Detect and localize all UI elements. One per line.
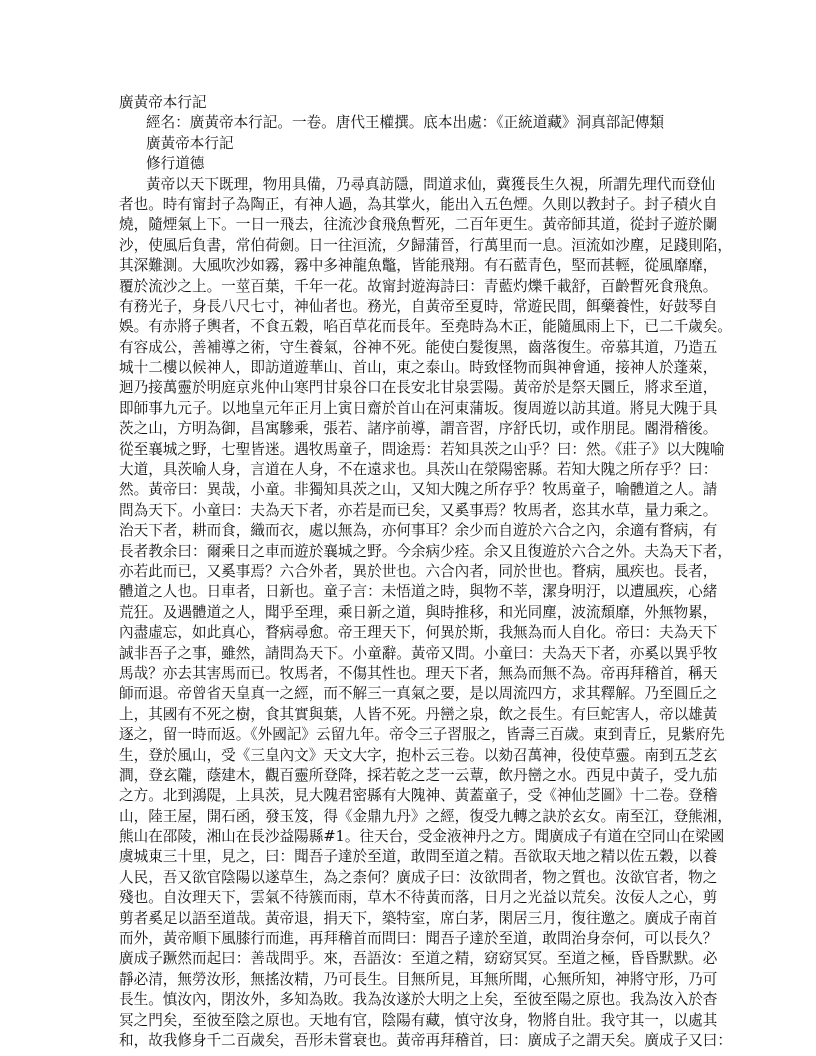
body-line: 廣成子蹶然而起曰：善哉問乎。來，吾語汝：至道之精，窈窈冥冥。至道之極，昏昏默默。必 — [119, 950, 718, 968]
body-line: 茨之山，方明為御，昌寓驂乘，張若、諸序前導，謂音習，序舒氏切，或作朋昆。閽滑稽後。 — [119, 420, 718, 438]
body-line: 娛。有赤將子輿者，不食五穀，啗百草花而長年。至堯時為木正，能隨風雨上下，已二千歲矣。 — [119, 318, 732, 336]
document-subtitle: 廣黃帝本行記 — [146, 134, 234, 152]
document-title: 廣黃帝本行記 — [119, 94, 207, 111]
body-line: 其深難測。大風吹沙如霧，霧中多神龍魚鼈，皆能飛翔。有石藍青色，堅而甚輕，從風靡靡， — [119, 257, 718, 275]
body-line: 大道，具茨喻人身，言道在人身，不在遠求也。具茨山在滎陽密縣。若知大隗之所存乎？曰： — [119, 461, 718, 479]
document-page — [119, 93, 732, 1051]
body-line: 體道之人也。日車者，日新也。童子言：未悟道之時，與物不莘，潔身明汙，以遭風疾，心緒 — [119, 583, 718, 601]
body-line: 黃帝以天下既理，物用具備，乃尋真訪隱，問道求仙，冀獲長生久視，所謂先理代而登仙 — [146, 175, 716, 193]
body-line: 有容成公，善補導之術，守生養氣，谷神不死。能使白髮復黑，齒落復生。帝慕其道，乃造五 — [119, 338, 718, 356]
body-line: 然。黃帝曰：異哉，小童。非獨知具茨之山，又知大隗之所存乎？牧馬童子，喻體道之人。請 — [119, 481, 718, 499]
body-line: 靜必清，無勞汝形，無搖汝精，乃可長生。目無所見，耳無所聞，心無所知，神將守形，乃可 — [119, 970, 718, 988]
body-line: 亦若此而已，又奚事焉？六合外者，異於世也。六合內者，同於世也。瞀病，風疾也。長者， — [119, 562, 718, 580]
body-line: 誠非吾子之事，雖然，請問為天下。小童辭。黃帝又問。小童曰：夫為天下者，亦奚以異乎牧 — [119, 644, 718, 662]
body-line: 覆於流沙之上。一莖百葉，千年一花。故甯封遊海詩曰：青藍灼爍千載舒，百齡暫死食飛魚。 — [119, 277, 718, 295]
body-line: 澗，登玄隴，蔭建木，觀百靈所登降，採若乾之芝一云蕈，飲丹巒之水。西見中黃子，受九茄 — [119, 766, 718, 784]
section-heading: 修行道德 — [146, 155, 205, 173]
body-line: 殘也。自汝理天下，雲氣不待簇而雨，草木不待黃而落，日月之光益以荒矣。汝佞人之心，剪 — [119, 889, 718, 907]
body-line: 虞城東三十里，見之，曰：聞吾子達於至道，敢問至道之精。吾欲取天地之精以佐五穀，以養 — [119, 848, 718, 866]
body-line: 之方。北到鴻隄，上具茨，見大隗君密縣有大隗神、黃蓋童子，受《神仙芝圖》十二卷。登稽 — [119, 787, 718, 805]
body-line: 人民，吾又欲官陰陽以遂草生，為之柰何？廣成子曰：汝欲問者，物之質也。汝欲官者，物之 — [119, 868, 718, 886]
document-meta: 經名：廣黃帝本行記。一卷。唐代王權撰。底本出處：《正統道藏》洞真部記傳類 — [146, 114, 665, 132]
body-line: 生，登於風山，受《三皇內文》天文大字，抱朴云三卷。以劾召萬神，役使草靈。南到五芝玄 — [119, 746, 718, 764]
body-line: 上，其國有不死之樹，食其實與葉，人皆不死。丹巒之泉，飲之長生。有巨蛇害人，帝以雄黃 — [119, 705, 718, 723]
body-line: 者也。時有甯封子為陶正，有神人過，為其掌火，能出入五色煙。久則以教封子。封子積火自 — [119, 195, 718, 213]
body-line: 剪者奚足以語至道哉。黃帝退，捐天下，築特室，席白茅，閑居三月，復往邀之。廣成子南首 — [119, 909, 718, 927]
body-line: 治天下者，耕而食，織而衣，處以無為，亦何事耳？余少而自遊於六合之內，余適有瞀病，有 — [119, 522, 718, 540]
body-paragraph — [119, 175, 732, 1052]
body-line: 問為天下。小童曰：夫為天下者，亦若是而已矣，又奚事焉？牧馬者，恣其水草，量力乘之。 — [119, 501, 718, 519]
body-line: 城十二樓以候神人，即訪道遊華山、首山，東之泰山。時致怪物而與神會通，接神人於蓬萊， — [119, 359, 718, 377]
body-line: 迴乃接萬靈於明庭京兆仲山寒門甘泉谷口在長安北甘泉雲陽。黃帝於是祭天圜丘，將求至道， — [119, 379, 718, 397]
body-line: 熊山在邵陵，湘山在長沙益陽縣#1。往天台，受金液神丹之方。聞廣成子有道在空同山在梁國 — [119, 828, 725, 846]
body-line: 內盡虛忘，如此真心，瞀病尋愈。帝王理天下，何異於斯，我無為而人自化。帝曰：夫為天下 — [119, 624, 718, 642]
body-line: 和，故我修身千二百歲矣，吾形未嘗衰也。黃帝再拜稽首，曰：廣成子之謂天矣。廣成子又曰： — [119, 1031, 732, 1049]
body-line: 燒，隨煙氣上下。一日一飛去，往流沙食飛魚暫死，二百年更生。黃帝師其道，從封子遊於闌 — [119, 216, 718, 234]
body-line: 師而退。帝曾省天皇真一之經，而不解三一真氣之要，是以周流四方，求其釋解。乃至圓丘之 — [119, 685, 718, 703]
body-line: 長生。慎汝內，閉汝外，多知為敗。我為汝遂於大明之上矣，至彼至陽之原也。我為汝入於杳 — [119, 991, 718, 1009]
body-line: 逐之，留一時而返。《外國記》云留九年。帝令三子習服之，皆壽三百歲。東到青丘，見紫府先 — [119, 726, 725, 744]
body-line: 即師事九元子。以地皇元年正月上寅日齋於首山在河東蒲坂。復周遊以訪其道。將見大隗于具 — [119, 399, 718, 417]
body-line: 山，陸王屋，開石函，發玉笈，得《金鼎九丹》之經，復受九轉之訣於玄女。南至江，登熊湘， — [119, 807, 732, 825]
body-line: 沙，使風后負書，常伯荷劍。日一往洹流，夕歸蒲晉，行萬里而一息。洹流如沙塵，足踐則陷， — [119, 236, 732, 254]
body-line: 長者教余曰：爾乘日之車而遊於襄城之野。今余病少痊。余又且復遊於六合之外。夫為天下者， — [119, 542, 732, 560]
body-line: 而外，黃帝順下風膝行而進，再拜稽首而問曰：聞吾子達於至道，敢問治身奈何，可以長久？ — [119, 930, 718, 948]
body-line: 冥之門矣，至彼至陰之原也。天地有官，陰陽有藏，慎守汝身，物將自壯。我守其一，以處其 — [119, 1011, 718, 1029]
body-line: 馬哉？亦去其害馬而已。牧馬者，不傷其性也。理天下者，無為而無不為。帝再拜稽首，稱天 — [119, 664, 718, 682]
body-line: 從至襄城之野，七聖皆迷。遇牧馬童子，問途焉：若知具茨之山乎？曰：然。《莊子》以大隗喻 — [119, 440, 725, 458]
body-line: 有務光子，身長八尺七寸，神仙者也。務光，自黃帝至夏時，常遊民間，餌藥養性，好鼓琴自 — [119, 297, 718, 315]
body-line: 荒狂。及遇體道之人，聞乎至理，乘日新之道，與時推移，和光同塵，波流頹靡，外無物累， — [119, 603, 718, 621]
